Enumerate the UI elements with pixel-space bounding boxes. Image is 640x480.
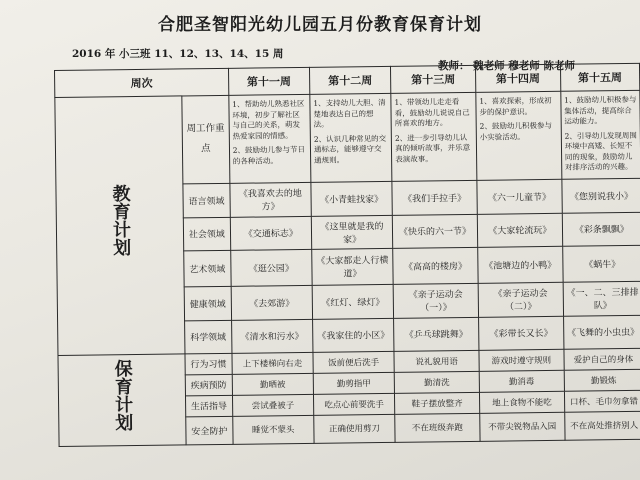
theme-cell: 《一、二、三排排队》 (563, 281, 640, 316)
care-section-label: 保育计划 (58, 353, 186, 446)
teachers-line: 教师： 魏老师 穆老师 陈老师 (438, 60, 575, 72)
care-cell: 勤剪指甲 (313, 372, 394, 394)
care-cell: 勤清洗 (394, 371, 479, 393)
care-cell: 上下楼梯向右走 (232, 352, 313, 374)
care-cell: 勤消毒 (479, 370, 564, 392)
care-cell: 饭前便后洗手 (313, 351, 394, 373)
education-section-label: 教育计划 (55, 96, 185, 355)
theme-cell: 《清水和污水》 (231, 319, 313, 353)
theme-cell: 《我喜欢去的地方》 (230, 182, 312, 217)
theme-cell: 《我家住的小区》 (312, 318, 394, 352)
row-label: 艺术领域 (184, 250, 231, 287)
care-cell: 勤锻炼 (564, 369, 640, 391)
focus-cell: 1、帮助幼儿熟悉社区环境，初步了解社区与自己的关系，萌发热爱家园的情感。 2、鼓励幼儿参与节日的各种活动。 (229, 94, 311, 182)
theme-cell: 《亲子运动会（一）》 (393, 283, 478, 318)
week-header: 第十二周 (309, 66, 390, 94)
row-label: 健康领域 (184, 286, 231, 321)
plan-table (54, 63, 640, 447)
theme-cell: 《交通标志》 (230, 216, 312, 250)
care-cell: 不在高处推挤别人 (564, 411, 640, 440)
week-header: 第十一周 (228, 67, 309, 95)
week-header: 第十五周 (560, 63, 640, 91)
theme-cell: 《去郊游》 (231, 285, 313, 320)
row-label: 疾病预防 (185, 374, 232, 396)
care-cell: 睡觉不蒙头 (233, 415, 315, 444)
focus-label: 周工作重点 (182, 95, 230, 183)
care-cell: 尝试叠被子 (232, 394, 313, 416)
focus-row (55, 90, 640, 185)
care-cell: 不在班级奔跑 (395, 413, 480, 442)
care-cell: 爱护自己的身体 (564, 348, 640, 370)
theme-cell: 《蜗牛》 (562, 245, 640, 282)
row-label: 语言领域 (183, 183, 230, 218)
care-cell: 不带尖锐物品入园 (480, 412, 565, 441)
row-label: 社会领域 (183, 217, 230, 251)
theme-cell: 《飞舞的小虫虫》 (563, 315, 640, 349)
theme-cell: 《彩条飘飘》 (562, 212, 640, 246)
theme-cell: 《高高的楼房》 (393, 247, 478, 284)
theme-cell: 《我们手拉手》 (392, 180, 477, 215)
focus-cell: 1、鼓励幼儿积极参与集体活动，提高综合运动能力。 2、引导幼儿发现周围环境中高矮、长短不同的现象，鼓励幼儿对排序活动的兴趣。 (561, 90, 640, 178)
theme-cell: 《大家都走人行横道》 (312, 248, 394, 285)
theme-cell: 《逛公园》 (230, 249, 312, 286)
focus-cell: 1、支持幼儿大胆、清楚地表达自己的想法。 2、认识几种常见的交通标志，能够遵守交通规则。 (310, 93, 392, 181)
care-cell: 鞋子摆放整齐 (395, 392, 480, 414)
row-label: 行为习惯 (185, 353, 232, 375)
theme-cell: 《池塘边的小鸭》 (478, 246, 563, 283)
theme-cell: 《红灯、绿灯》 (312, 284, 394, 319)
row-label: 安全防护 (186, 416, 233, 445)
care-cell: 正确使用剪刀 (314, 414, 396, 443)
theme-cell: 《六一儿童节》 (477, 179, 562, 214)
week-header-label: 周次 (55, 68, 229, 97)
week-header: 第十三周 (391, 65, 476, 93)
theme-cell: 《彩带长又长》 (478, 316, 563, 350)
theme-cell: 《亲子运动会（二）》 (478, 282, 563, 317)
week-header: 第十四周 (475, 64, 560, 92)
theme-cell: 《小青蛙找家》 (311, 181, 393, 216)
theme-cell: 《这里就是我的家》 (311, 215, 393, 249)
theme-cell: 《大家轮流玩》 (477, 213, 562, 247)
theme-cell: 《快乐的六一节》 (392, 214, 477, 248)
care-cell: 口杯、毛巾勿拿错 (564, 390, 640, 412)
care-cell: 勤晒被 (232, 373, 313, 395)
document-title: 合肥圣智阳光幼儿园五月份教育保育计划 (158, 15, 482, 35)
care-cell: 地上食物不能吃 (479, 391, 564, 413)
theme-cell: 《乒乓球跳舞》 (394, 317, 479, 351)
focus-cell: 1、带领幼儿走走看看，鼓励幼儿说说自己所喜欢的地方。 2、进一步引导幼儿认真的倾听故事，并乐意表演故事。 (391, 92, 477, 181)
row-label: 科学领域 (185, 320, 232, 354)
care-cell: 吃点心前要洗手 (313, 393, 394, 415)
care-cell: 说礼貌用语 (394, 350, 479, 372)
row-label: 生活指导 (185, 395, 232, 417)
class-and-weeks: 2016 年 小三班 11、12、13、14、15 周 (72, 48, 284, 60)
theme-cell: 《您别说我小》 (562, 178, 640, 213)
care-cell: 游戏时遵守规则 (479, 349, 564, 371)
focus-cell: 1、喜欢探索，形成初步的保护意识。 2、鼓励幼儿积极参与小实验活动。 (476, 91, 562, 180)
